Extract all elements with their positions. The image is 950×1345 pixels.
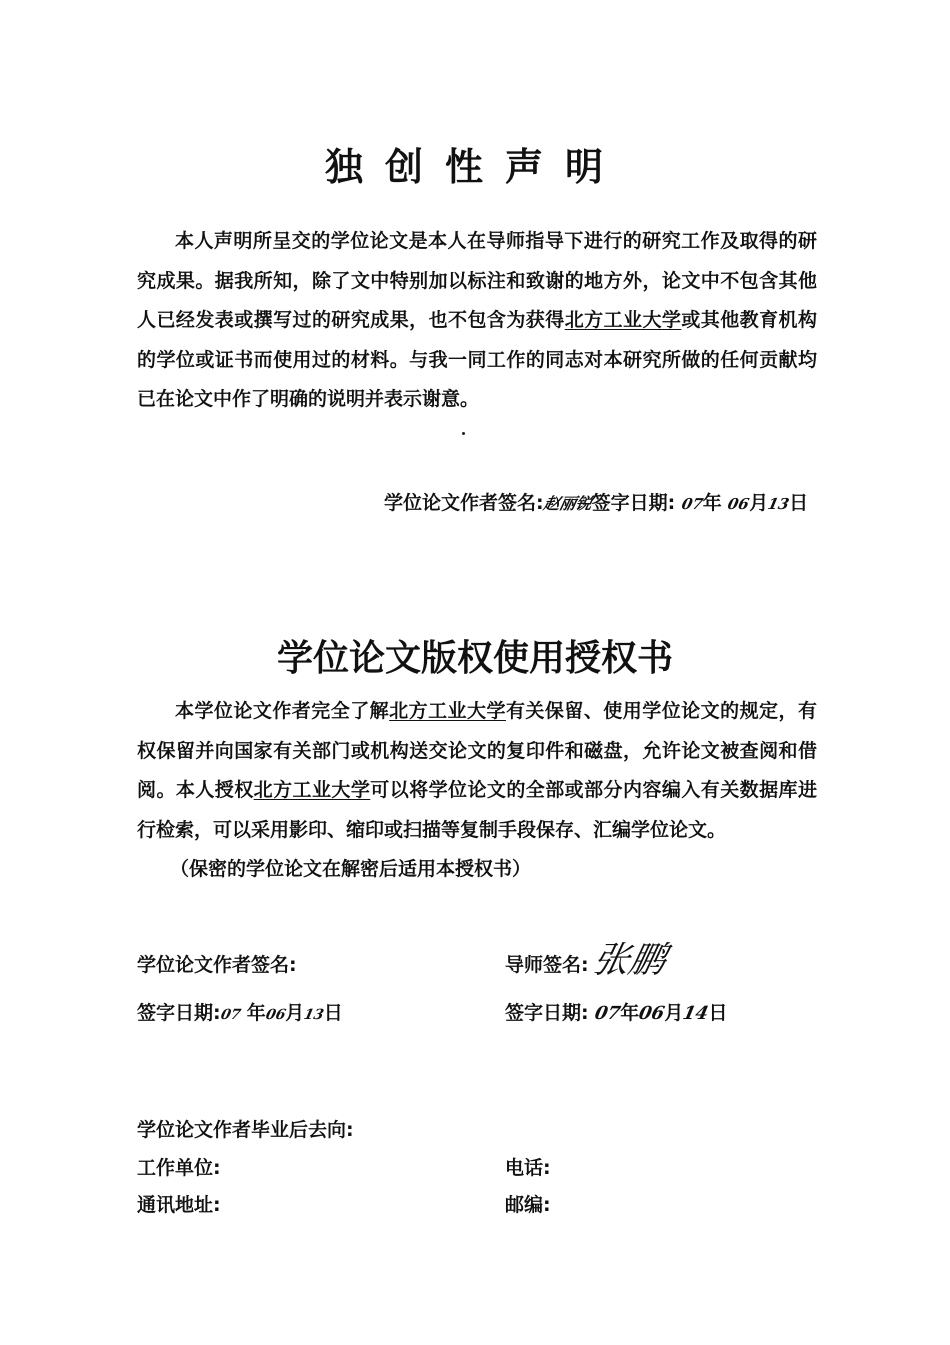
address-label: 通讯地址: <box>137 1194 221 1216</box>
year-unit: 年 <box>620 1002 640 1024</box>
day-unit: 日 <box>323 1002 343 1024</box>
author-date-day: 13 <box>302 1007 326 1023</box>
date-month: 06 <box>726 495 752 513</box>
declaration-body <box>137 222 817 420</box>
advisor-date-month: 06 <box>637 1003 667 1024</box>
university-name: 北方工业大学 <box>564 309 682 331</box>
declaration-text-2: 或其他教育机构的学位或证书而使用过的材料。与我一同工作的同志对本研究所做的任何贡献均已在论文中作了明确的说明并表示谢意。 <box>137 309 817 410</box>
year-unit: 年 <box>702 492 722 514</box>
year-unit: 年 <box>246 1002 266 1024</box>
stray-dot <box>462 432 465 435</box>
month-unit: 月 <box>664 1002 684 1024</box>
university-name: 北方工业大学 <box>389 700 506 722</box>
declaration-signature-line <box>384 488 808 515</box>
day-unit: 日 <box>789 492 809 514</box>
declaration-text-1: 本人声明所呈交的学位论文是本人在导师指导下进行的研究工作及取得的研究成果。据我所知，除了文中特别加以标注和致谢的地方外，论文中不包含其他人已经发表或撰写过的研究成果，也不包含为获得 <box>137 230 817 331</box>
confidential-note: （保密的学位论文在解密后适用本授权书） <box>170 858 532 880</box>
advisor-date <box>505 998 727 1025</box>
authorization-text-1: 本学位论文作者完全了解 <box>175 700 390 722</box>
advisor-signature: 张鹏 <box>589 940 670 981</box>
author-sign-label: 学位论文作者签名: <box>137 954 297 976</box>
author-date-month: 06 <box>264 1007 287 1023</box>
date-day: 13 <box>766 495 792 513</box>
signature-label: 学位论文作者签名: <box>384 492 544 514</box>
month-unit: 月 <box>285 1002 305 1024</box>
phone-label: 电话: <box>505 1157 551 1179</box>
declaration-title: 独创性声明 <box>324 144 625 189</box>
authorization-text-2: 有关保留、使用学位论文的规定，有权保留并向国家有关部门或机构送交论文的复印件和磁盘，允许论文被查阅和借阅。本人授权 <box>137 700 817 801</box>
date-label: 签字日期: <box>591 492 676 514</box>
workplace-label: 工作单位: <box>137 1157 221 1179</box>
graduation-heading: 学位论文作者毕业后去向: <box>137 1119 354 1141</box>
author-date-label: 签字日期: <box>137 1002 221 1024</box>
advisor-sign-label: 导师签名: <box>505 954 589 976</box>
authorization-title: 学位论文版权使用授权书 <box>276 638 673 679</box>
month-unit: 月 <box>749 492 769 514</box>
advisor-date-label: 签字日期: <box>505 1002 589 1024</box>
author-date <box>137 998 343 1025</box>
university-name: 北方工业大学 <box>253 779 371 801</box>
author-date-year: 07 <box>218 1007 242 1023</box>
author-signature: 赵丽锐 <box>541 494 594 513</box>
authorization-body <box>137 692 817 850</box>
authorization-text-3: 可以将学位论文的全部或部分内容编入有关数据库进行检索，可以采用影印、缩印或扫描等复制手段保存、汇编学位论文。 <box>137 779 817 841</box>
day-unit: 日 <box>708 1002 728 1024</box>
advisor-date-year: 07 <box>593 1003 623 1024</box>
date-year: 07 <box>679 495 705 513</box>
postcode-label: 邮编: <box>505 1194 551 1216</box>
advisor-date-day: 14 <box>681 1003 711 1024</box>
